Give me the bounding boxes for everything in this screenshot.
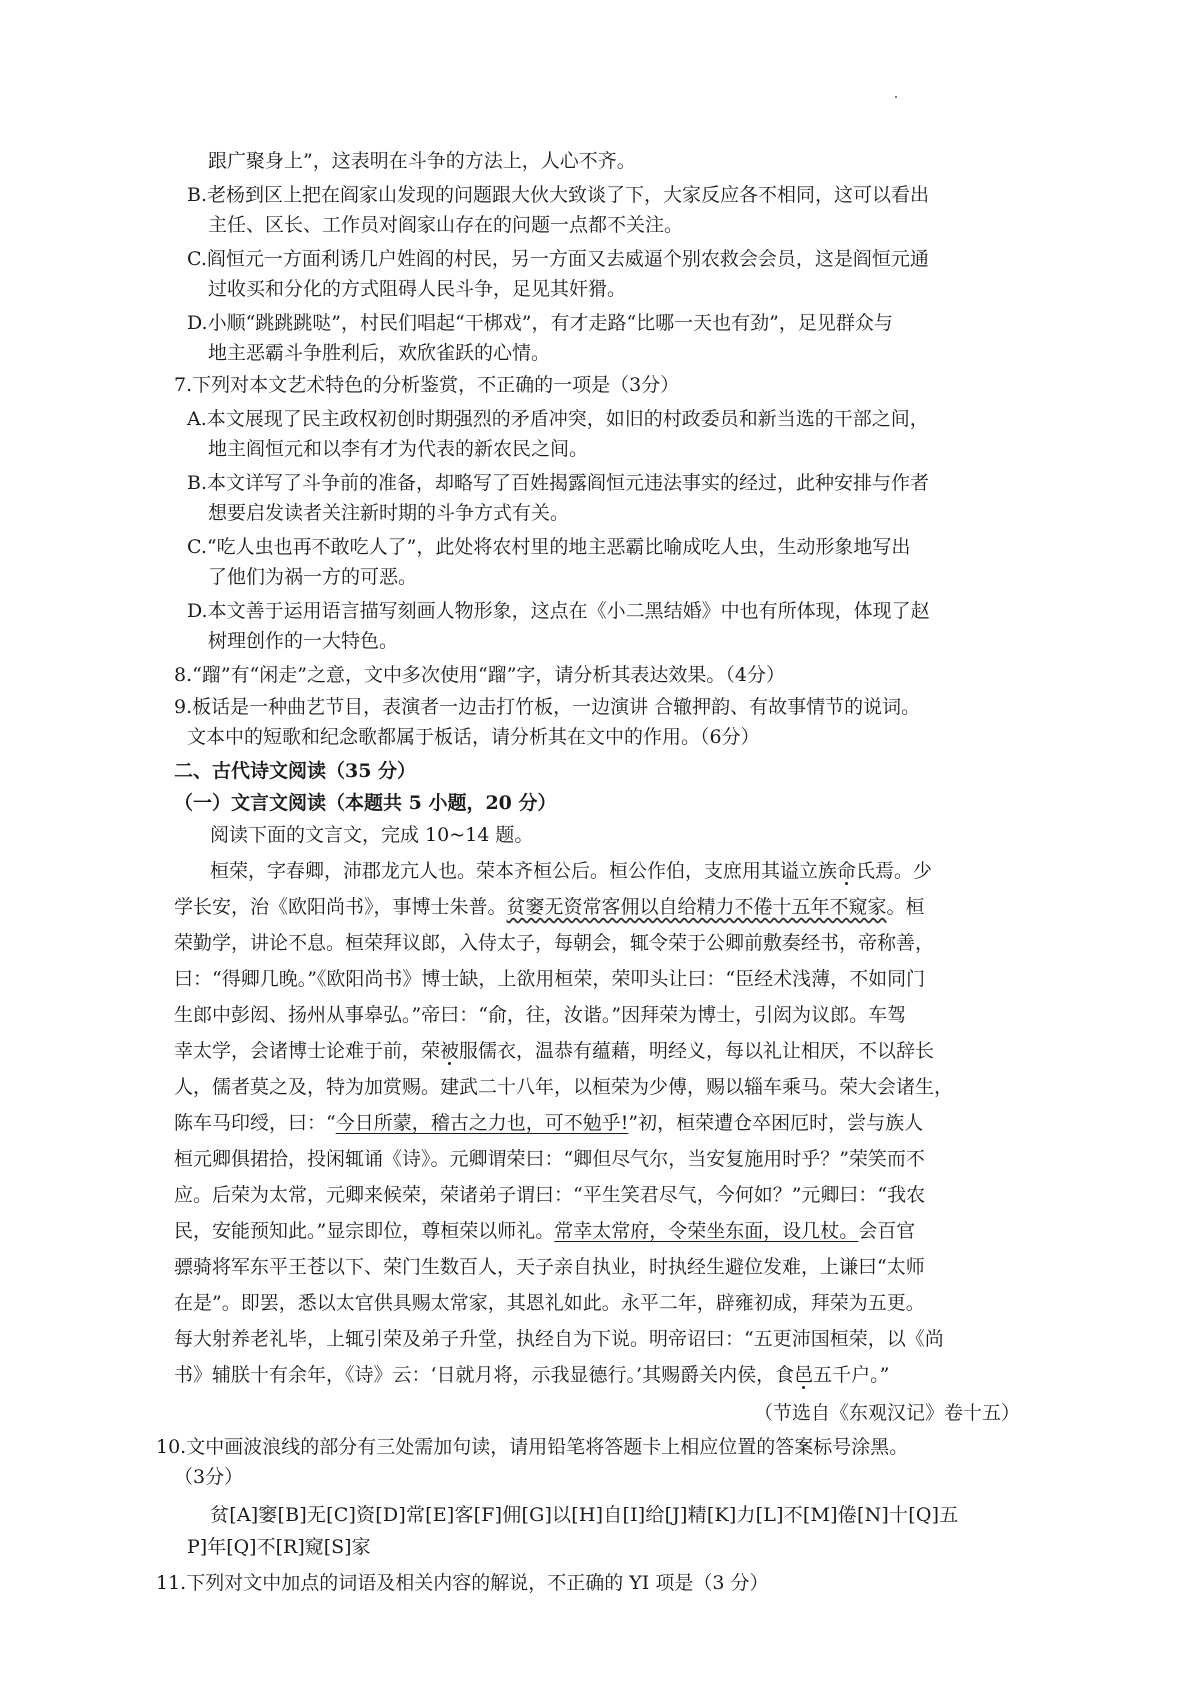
q6-option-d-cont: 地主恶霸斗争胜利后，欢欣雀跃的心情。 (208, 342, 551, 364)
passage-line: 骠骑将军东平王苍以下、荣门生数百人，天子亲自执业，时执经生避位发难，上谦曰“太师 (174, 1256, 925, 1278)
q9-stem: 9.板话是一种曲艺节目，表演者一边击打竹板，一边演讲 合辙押韵、有故事情节的说词。 (174, 696, 921, 718)
q7-stem: 7.下列对本文艺术特色的分析鉴赏，不正确的一项是（3分） (174, 374, 680, 396)
q7-option-b-cont: 想要启发读者关注新时期的斗争方式有关。 (208, 502, 570, 524)
q7-option-d-cont: 树理创作的一大特色。 (208, 630, 399, 652)
underlined-sentence: 今日所蒙，稽古之力也，可不勉乎! (335, 1112, 629, 1134)
q9-stem-cont: 文本中的短歌和纪念歌都属于板话，请分析其在文中的作用。（6分） (187, 726, 760, 748)
q10-stem: 10.文中画波浪线的部分有三处需加句读，请用铅笔将答题卡上相应位置的答案标号涂黑。 (156, 1436, 909, 1458)
q8-stem: 8.“蹓”有“闲走”之意，文中多次使用“蹓”字，请分析其表达效果。（4分） (174, 664, 785, 686)
subsection-title: （一）文言文阅读（本题共 5 小题，20 分） (174, 792, 557, 814)
q7-option-c-cont: 了他们为祸一方的可恶。 (208, 566, 418, 588)
q6-option-c: C.阎恒元一方面利诱几户姓阎的村民，另一方面又去威逼个别农救会会员，这是阎恒元通 (187, 248, 929, 270)
passage-line: 在是”。即罢，悉以太官供具赐太常家，其恩礼如此。永平二年，辟雍初成，拜荣为五更。 (174, 1292, 925, 1314)
passage-line: 陈车马印绶，曰：“今日所蒙，稽古之力也，可不勉乎!”初，桓荣遭仓卒困厄时，尝与族人 (174, 1112, 924, 1134)
dotted-word: 命 (837, 860, 857, 882)
wavy-underlined-text: 贫窭无资常客佣以自给精力不倦十五年不窥家 (506, 896, 887, 918)
dotted-word: 邑 (794, 1364, 814, 1386)
passage-line: 生郎中彭闳、扬州从事皋弘。”帝曰：“俞，往，汝谐。”因拜荣为博士，引闳为议郎。车驾 (174, 1004, 907, 1026)
q7-option-b: B.本文详写了斗争前的准备，却略写了百姓揭露阎恒元违法事实的经过，此种安排与作者 (187, 472, 930, 494)
q11-stem: 11.下列对文中加点的词语及相关内容的解说，不正确的 YI 项是（3 分） (156, 1572, 769, 1594)
passage-line: 每大射养老礼毕，上辄引荣及弟子升堂，执经自为下说。明帝诏曰：“五更沛国桓荣，以《尚 (174, 1328, 944, 1350)
passage-line: 民，安能预知此。”显宗即位，尊桓荣以师礼。常幸太常府，令荣坐东面，设几杖。会百官 (174, 1220, 916, 1242)
reading-instruction: 阅读下面的文言文，完成 10~14 题。 (210, 824, 534, 846)
passage-line: 桓元卿俱捃拾，投闲辄诵《诗》。元卿谓荣曰：“卿但尽气尔，当安复施用时乎？”荣笑而不 (174, 1148, 925, 1170)
underlined-sentence: 常幸太常府，令荣坐东面，设几杖。 (554, 1220, 859, 1242)
q10-points: （3分） (174, 1466, 244, 1488)
passage-line: 书》辅朕十有余年，《诗》云：‘日就月将，示我显德行。’其赐爵关内侯，食邑五千户。” (174, 1364, 890, 1386)
passage-line: 人，儒者莫之及，特为加赏赐。建武二十八年，以桓荣为少傅，赐以辎车乘马。荣大会诸生， (174, 1076, 954, 1098)
passage-line: 荣勤学，讲论不息。桓荣拜议郎，入侍太子，每朝会，辄令荣于公卿前敷奏经书，帝称善， (174, 932, 935, 954)
section-title: 二、古代诗文阅读（35 分） (174, 760, 417, 782)
q7-option-a: A.本文展现了民主政权初创时期强烈的矛盾冲突，如旧的村政委员和新当选的干部之间， (187, 408, 929, 430)
q7-option-d: D.本文善于运用语言描写刻画人物形象，这点在《小二黑结婚》中也有所体现，体现了赵 (187, 600, 930, 622)
q6-option-b: B.老杨到区上把在阎家山发现的问题跟大伙大致谈了下，大家反应各不相同，这可以看出 (187, 184, 930, 206)
passage-line: 曰：“得卿几晚。”《欧阳尚书》博士缺，上欲用桓荣，荣叩头让曰：“臣经术浅薄，不如同门 (174, 968, 926, 990)
dotted-word: 被 (440, 1040, 460, 1062)
q7-option-a-cont: 地主阎恒元和以李有才为代表的新农民之间。 (208, 438, 589, 460)
q6-option-c-cont: 过收买和分化的方式阻碍人民斗争，足见其奸猾。 (208, 278, 627, 300)
passage-line: 桓荣，字春卿，沛郡龙亢人也。荣本齐桓公后。桓公作伯，支庶用其谥立族命氏焉。少 (210, 860, 933, 882)
q6-option-b-cont: 主任、区长、工作员对阎家山存在的问题一点都不关注。 (208, 214, 684, 236)
passage-source: （节选自《东观汉记》卷十五） (753, 1402, 1020, 1424)
q6-option-a-cont: 跟广聚身上”，这表明在斗争的方法上，人心不齐。 (208, 150, 636, 172)
q10-answer-options-cont: P]年[Q]不[R]窥[S]家 (187, 1536, 371, 1558)
passage-line: 应。后荣为太常，元卿来候荣，荣诸弟子谓曰：“平生笑君尽气，今何如？”元卿曰：“我农 (174, 1184, 926, 1206)
passage-line: 学长安，治《欧阳尚书》，事博士朱普。贫窭无资常客佣以自给精力不倦十五年不窥家。桓 (174, 896, 925, 918)
q10-answer-options: 贫[A]窭[B]无[C]资[D]常[E]客[F]佣[G]以[H]自[I]给[J]精[K]力[L]不[M]倦[N]十[Q]五 (210, 1504, 959, 1526)
q6-option-d: D.小顺“跳跳跳哒”，村民们唱起“干梆戏”，有才走路“比哪一天也有劲”，足见群众与 (187, 312, 893, 334)
passage-line: 幸太学，会诸博士论难于前，荣被服儒衣，温恭有蕴藉，明经义，每以礼让相厌，不以辞长 (174, 1040, 935, 1062)
corner-mark (895, 96, 897, 98)
q7-option-c: C.“吃人虫也再不敢吃人了”，此处将农村里的地主恶霸比喻成吃人虫，生动形象地写出 (187, 536, 911, 558)
